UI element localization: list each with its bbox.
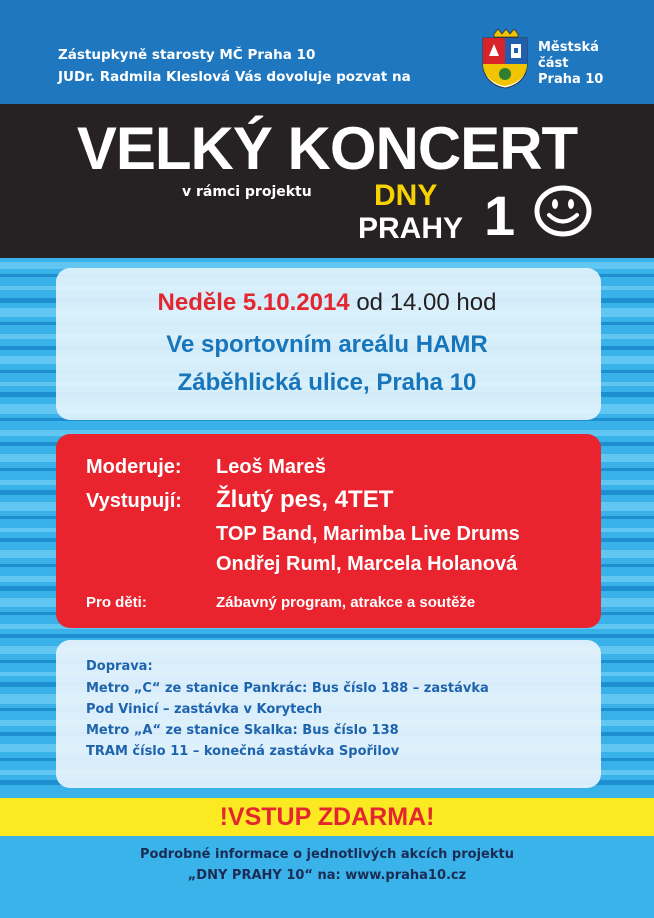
district-label [538, 40, 603, 88]
smiley-icon [533, 182, 595, 238]
event-time: od 14.00 hod [356, 289, 497, 316]
transport-line: Pod Vinicí – zastávka v Korytech [86, 702, 323, 717]
performers-line-1: Žlutý pes, 4TET [216, 486, 394, 513]
logo-prahy: PRAHY [358, 212, 464, 245]
footer-info-line-2: „DNY PRAHY 10“ na: www.praha10.cz [187, 868, 467, 883]
performers-line-3: Ondřej Ruml, Marcela Holanová [216, 553, 518, 575]
host-label: Moderuje: [86, 456, 182, 478]
footer-info-line-1: Podrobné informace o jednotlivých akcích projektu [140, 847, 514, 862]
event-date-line [0, 288, 654, 318]
venue-line-1: Ve sportovním areálu HAMR [166, 331, 488, 358]
invitation-text [58, 44, 411, 88]
district-line-2: část [538, 56, 569, 71]
logo-ten-digit: 1 [484, 184, 516, 247]
performers-label: Vystupují: [86, 490, 182, 512]
transport-heading: Doprava: [86, 659, 153, 674]
host-name: Leoš Mareš [216, 456, 327, 478]
transport-line: Metro „A“ ze stanice Skalka: Bus číslo 138 [86, 723, 399, 738]
transport-line: Metro „C“ ze stanice Pankrác: Bus číslo 188 – zastávka [86, 681, 489, 696]
event-date: Neděle 5.10.2014 [157, 289, 350, 316]
kids-program: Zábavný program, atrakce a soutěže [216, 594, 476, 611]
invitation-line-2: JUDr. Radmila Kleslová Vás dovoluje pozvat na [58, 69, 411, 85]
invitation-line-1: Zástupkyně starosty MČ Praha 10 [58, 47, 316, 63]
logo-dny: DNY [374, 179, 438, 212]
district-line-3: Praha 10 [538, 72, 604, 87]
concert-title: VELKÝ KONCERT [76, 115, 578, 182]
free-entry-text: !VSTUP ZDARMA! [219, 803, 435, 831]
praha-10-coat-of-arms-icon [480, 28, 530, 90]
transport-line: TRAM číslo 11 – konečná zastávka Spořilov [86, 744, 400, 759]
project-subtitle: v rámci projektu [182, 184, 312, 200]
kids-label: Pro děti: [86, 594, 147, 611]
performers-line-2: TOP Band, Marimba Live Drums [216, 523, 520, 545]
venue-line-2: Záběhlická ulice, Praha 10 [177, 369, 477, 396]
district-line-1: Městská [538, 40, 599, 55]
